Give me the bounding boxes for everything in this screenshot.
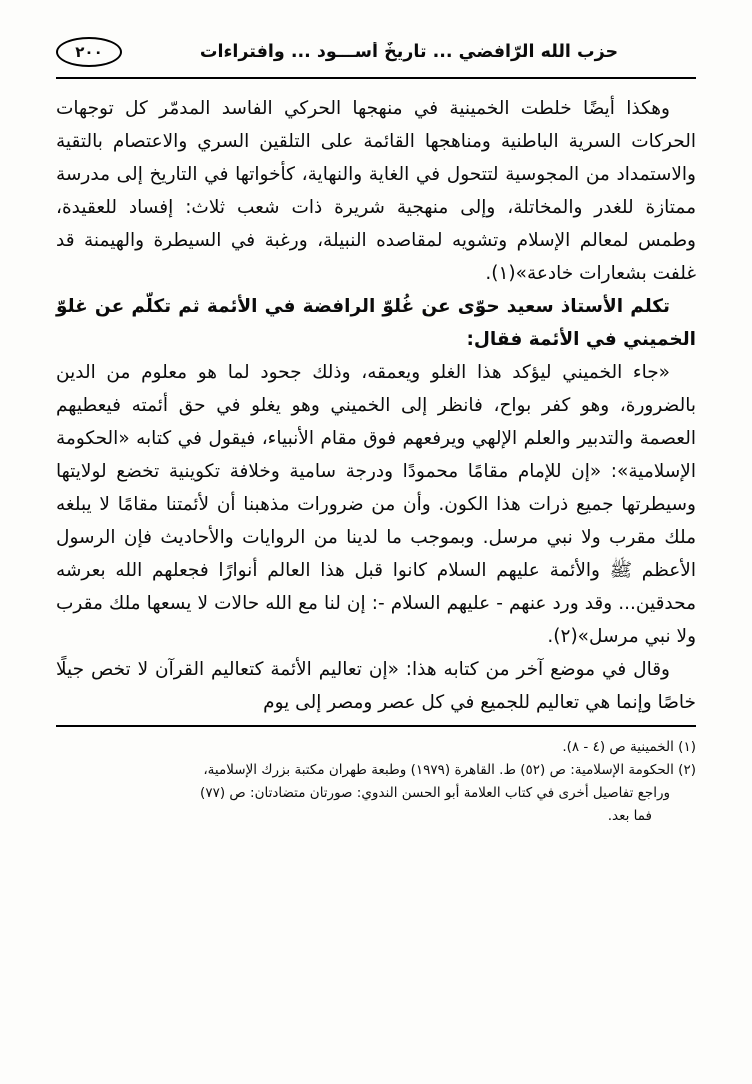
footnote-1-line-1: (١) الخمينية ص (٤ - ٨). xyxy=(562,739,696,755)
footnote-2-line-2: وراجع تفاصيل أخرى في كتاب العلامة أبو الحسن الندوي: صورتان متضادتان: ص (٧٧) xyxy=(200,785,670,801)
body-text xyxy=(56,92,696,719)
footnote-2-line-3: فما بعد. xyxy=(607,808,652,824)
header-divider xyxy=(56,77,696,79)
paragraph-4: وقال في موضع آخر من كتابه هذا: «إن تعاليم الأئمة كتعاليم القرآن لا تخص جيلًا خاصًا وإنما هي تعاليم للجميع في كل عصر ومصر إلى يوم xyxy=(56,659,696,713)
paragraph-1: وهكذا أيضًا خلطت الخمينية في منهجها الحركي الفاسد المدمّر كل توجهات الحركات السرية الباطنية ومناهجها القائمة على التلقين السري والاعتصام بالتقية والاستمداد من المجوسية لتتحول في الغاية والنهاية، كأخواتها في التاريخ إلى مدرسة ممتازة للغدر والمخاتلة، وإلى منهجية شريرة ذات شعب ثلاث: إفساد للعقيدة، وطمس لمعالم الإسلام وتشويه لمقاصده النبيلة، ورغبة في السيطرة والهيمنة قد غلفت بشعارات خادعة»(١). xyxy=(56,98,696,284)
footnotes-section xyxy=(56,736,696,828)
paragraph-2: تكلم الأستاذ سعيد حوّى عن غُلوّ الرافضة في الأئمة ثم تكلّم عن غلوّ الخميني في الأئمة فقال: xyxy=(56,296,696,350)
page-number-badge xyxy=(56,37,122,67)
footnote-2-line-1: (٢) الحكومة الإسلامية: ص (٥٢) ط. القاهرة (١٩٧٩) وطبعة طهران مكتبة بزرك الإسلامية، xyxy=(203,762,696,778)
page-number: ٢٠٠ xyxy=(75,42,103,61)
running-head-title: حزب الله الرّافضي ... تاريخٌ أســـود ... وافتراءات xyxy=(199,42,619,62)
page-header xyxy=(56,36,696,68)
paragraph-3: «جاء الخميني ليؤكد هذا الغلو ويعمقه، وذلك جحود لما هو معلوم من الدين بالضرورة، وهو كفر بواح، فانظر إلى الخميني وهو يغلو في حق أئمته فيعطيهم العصمة والتدبير والعلم الإلهي ويرفعهم فوق مقام الأنبياء، فيقول في كتابه «الحكومة الإسلامية»: «إن للإمام مقامًا محمودًا ودرجة سامية وخلافة تكوينية تخضع لولايتها وسيطرتها جميع ذرات هذا الكون. وأن من ضرورات مذهبنا أن لأئمتنا مقامًا لا يبلغه ملك مقرب ولا نبي مرسل. وبموجب ما لدينا من الروايات والأحاديث فإن الرسول الأعظم ﷺ والأئمة عليهم السلام كانوا قبل هذا العالم أنوارًا فجعلهم الله بعرشه محدقين... وقد ورد عنهم - عليهم السلام -: إن لنا مع الله حالات لا يسعها ملك مقرب ولا نبي مرسل»(٢). xyxy=(56,362,696,647)
footnote-divider xyxy=(56,725,696,727)
